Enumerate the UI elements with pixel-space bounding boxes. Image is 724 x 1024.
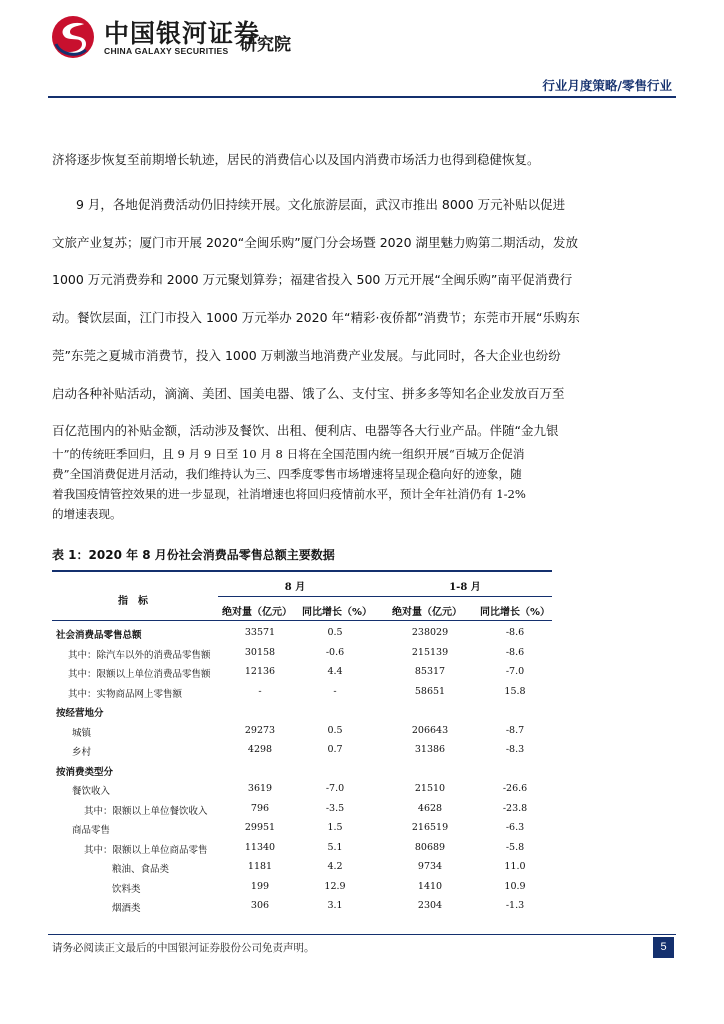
table-cell: -8.6	[505, 627, 525, 638]
body-line: 9 月，各地促消费活动仍旧持续开展。文化旅游层面，武汉市推出 8000 万元补贴以促进	[76, 197, 566, 212]
sub-header: 绝对量（亿元）	[392, 607, 462, 618]
table-cell: -6.3	[505, 822, 525, 833]
disclaimer-note: 请务必阅读正文最后的中国银河证券股份公司免责声明。	[52, 942, 315, 954]
table-cell: -3.5	[325, 802, 345, 814]
table-row-label: 按消费类型分	[56, 766, 114, 778]
table-cell: 0.5	[327, 724, 343, 736]
table-cell: 238029	[411, 627, 449, 638]
table-cell: -23.8	[502, 802, 528, 814]
table-cell: -7.0	[325, 783, 345, 794]
table-row-label: 其中：实物商品网上零售额	[68, 688, 183, 700]
table-cell: 216519	[411, 822, 449, 833]
table-cell: -	[333, 685, 337, 697]
table-row-label: 其中：限额以上单位餐饮收入	[84, 805, 208, 817]
table-cell: -5.8	[505, 841, 525, 853]
document-type: 行业月度策略/零售行业	[542, 78, 672, 93]
body-line: 动。餐饮层面，江门市投入 1000 万元举办 2020 年“精彩·夜侨都”消费节；东莞市开展“乐购东	[52, 310, 580, 325]
table-cell: 12.9	[324, 880, 346, 892]
table-row-label: 餐饮收入	[72, 786, 111, 797]
body-line: 百亿范围内的补贴金额，活动涉及餐饮、出租、便利店、电器等各大行业产品。伴随“金九银	[52, 423, 559, 438]
table-title: 表 1：2020 年 8 月份社会消费品零售总额主要数据	[52, 548, 335, 562]
body-line: 着我国疫情管控效果的进一步显现，社消增速也将回归疫情前水平，预计全年社消仍有 1-2%	[52, 487, 526, 501]
indicator-header: 指 标	[118, 596, 148, 607]
table-cell: 33571	[244, 627, 276, 638]
body-line: 文旅产业复苏；厦门市开展 2020“全闽乐购”厦门分会场暨 2020 湖里魅力购第二期活动，发放	[52, 235, 578, 250]
table-cell: 4298	[247, 744, 273, 755]
table-cell: 15.8	[504, 685, 526, 697]
body-line: 莞”东莞之夏城市消费节，投入 1000 万刺激当地消费产业发展。与此同时，各大企业也纷纷	[52, 348, 561, 363]
table-cell: 1410	[417, 880, 443, 892]
table-row-label: 其中：限额以上单位消费品零售额	[68, 669, 211, 680]
header-divider	[48, 96, 676, 98]
table-cell: 58651	[414, 685, 446, 697]
table-cell: 85317	[414, 666, 446, 677]
table-cell: -1.3	[505, 900, 525, 911]
table-cell: 11.0	[504, 861, 526, 872]
table-row-label: 按经营地分	[56, 708, 104, 719]
table-header-rule	[52, 620, 552, 621]
table-cell: -8.6	[505, 646, 525, 658]
sub-header: 同比增长（%）	[480, 607, 551, 618]
table-cell: 0.7	[327, 744, 343, 755]
body-line: 启动各种补贴活动，滴滴、美团、国美电器、饿了么、支付宝、拼多多等知名企业发放百万至	[52, 386, 565, 401]
table-cell: 306	[250, 900, 270, 911]
logo-english-name: CHINA GALAXY SECURITIES	[104, 46, 229, 56]
table-row-label: 社会消费品零售总额	[56, 630, 142, 641]
table-cell: -8.7	[505, 724, 525, 736]
table-cell: 215139	[411, 646, 449, 658]
table-row-label: 其中：除汽车以外的消费品零售额	[68, 649, 211, 661]
table-cell: -7.0	[505, 666, 525, 677]
group-header-jan-aug: 1-8 月	[449, 582, 481, 593]
body-line: 费”全国消费促进月活动，我们维持认为三、四季度零售市场增速将呈现企稳向好的迹象，随	[52, 467, 522, 481]
body-line: 十”的传统旺季回归，且 9 月 9 日至 10 月 8 日将在全国范围内统一组织开展“百城万企促消	[52, 447, 525, 461]
table-cell: 2304	[417, 900, 443, 911]
institute-label: 研究院	[240, 35, 291, 55]
table-cell: 3.1	[327, 900, 343, 911]
body-line: 济将逐步恢复至前期增长轨迹，居民的消费信心以及国内消费市场活力也得到稳健恢复。	[52, 152, 540, 167]
table-top-rule	[52, 570, 552, 572]
table-cell: 80689	[414, 841, 446, 853]
table-cell: -8.3	[505, 744, 525, 755]
table-row-label: 城镇	[72, 727, 92, 739]
footer-divider	[48, 934, 676, 935]
table-cell: 10.9	[504, 880, 526, 892]
table-cell: 29273	[244, 724, 276, 736]
body-line: 1000 万元消费券和 2000 万元聚划算券；福建省投入 500 万元开展“全闽乐购”南平促消费行	[52, 272, 573, 287]
logo-chinese-name: 中国银河证券	[104, 19, 261, 48]
table-cell: 9734	[417, 861, 443, 872]
group-header-rule	[218, 596, 552, 597]
page-number: 5	[653, 937, 674, 958]
table-cell: 11340	[244, 841, 276, 853]
table-cell: 206643	[411, 724, 449, 736]
table-cell: -0.6	[325, 646, 345, 658]
table-row-label: 饮料类	[112, 883, 141, 895]
table-cell: 30158	[244, 646, 276, 658]
table-row-label: 烟酒类	[112, 903, 141, 914]
group-header-aug: 8 月	[284, 582, 306, 593]
table-cell: 4628	[417, 802, 443, 814]
table-cell: 199	[250, 880, 270, 892]
table-row-label: 乡村	[72, 747, 92, 758]
galaxy-logo-icon	[50, 14, 96, 60]
table-cell: 4.4	[327, 666, 343, 677]
table-cell: 1.5	[327, 822, 343, 833]
table-row-label: 粮油、食品类	[112, 864, 170, 875]
table-cell: 21510	[414, 783, 446, 794]
table-cell: 1181	[247, 861, 273, 872]
table-cell: 5.1	[327, 841, 343, 853]
table-cell: 29951	[244, 822, 276, 833]
sub-header: 绝对量（亿元）	[222, 607, 292, 618]
table-row-label: 其中：限额以上单位商品零售	[84, 844, 208, 856]
table-cell: 796	[250, 802, 270, 814]
table-cell: -	[258, 685, 262, 697]
table-cell: 3619	[247, 783, 273, 794]
table-cell: 31386	[414, 744, 446, 755]
table-cell: 0.5	[327, 627, 343, 638]
table-cell: -26.6	[502, 783, 528, 794]
table-cell: 12136	[244, 666, 276, 677]
table-row-label: 商品零售	[72, 825, 111, 836]
body-line: 的增速表现。	[52, 507, 122, 521]
page-header	[0, 0, 724, 100]
sub-header: 同比增长（%）	[302, 607, 373, 618]
table-cell: 4.2	[327, 861, 343, 872]
